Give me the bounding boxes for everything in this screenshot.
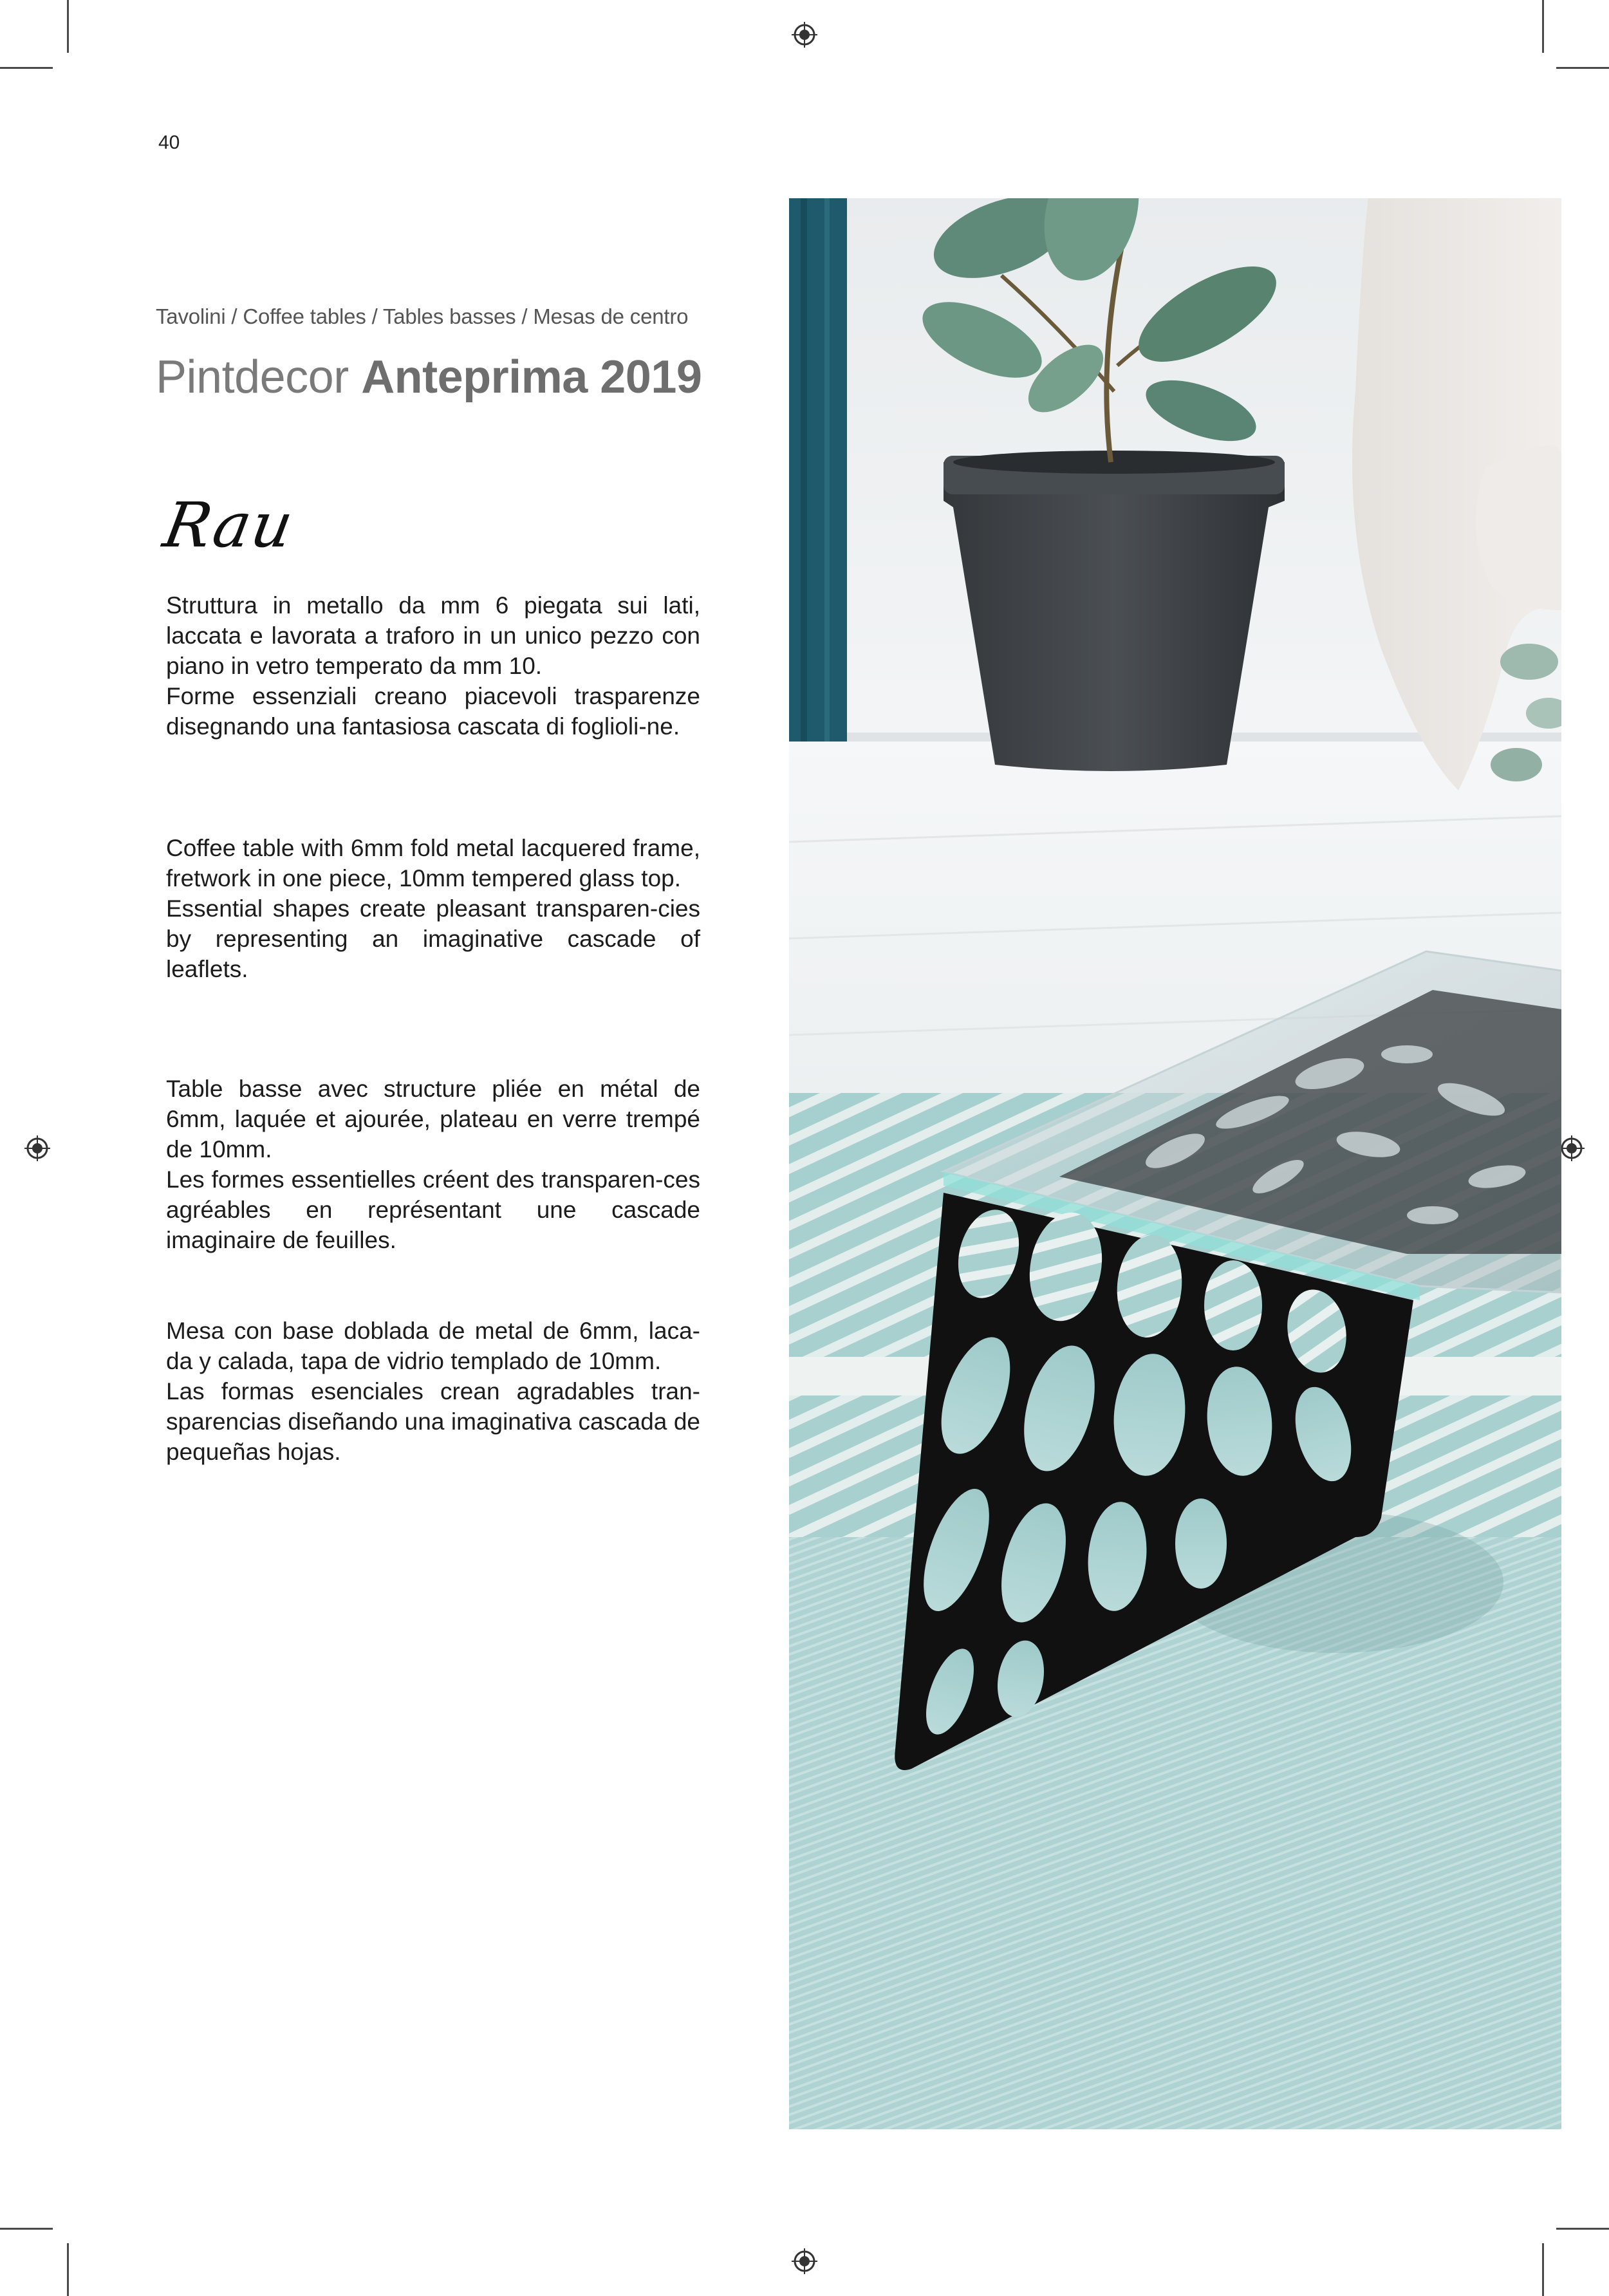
registration-mark-icon bbox=[792, 22, 817, 48]
registration-mark-icon bbox=[24, 1135, 50, 1161]
crop-mark-bottom-left-h bbox=[0, 2228, 53, 2230]
crop-mark-bottom-right-h bbox=[1556, 2228, 1609, 2230]
crop-mark-top-right-h bbox=[1556, 67, 1609, 69]
page-title bbox=[156, 351, 702, 404]
description-paragraph: Coffee table with 6mm fold metal lacquered frame, fretwork in one piece, 10mm tempered glass top. bbox=[166, 835, 700, 891]
description-french bbox=[166, 1074, 700, 1255]
collection-name: Anteprima 2019 bbox=[361, 351, 702, 403]
brand-name: Pintdecor bbox=[156, 351, 349, 403]
crop-mark-bottom-right-v bbox=[1542, 2243, 1544, 2296]
description-paragraph: Forme essenziali creano piacevoli trasparenze disegnando una fantasiosa cascata di foglioli-ne. bbox=[166, 683, 700, 740]
description-paragraph: Las formas esenciales crean agradables tran-sparencias diseñando una imaginativa cascada de pequeñas hojas. bbox=[166, 1378, 700, 1465]
description-paragraph: Les formes essentielles créent des transparen-ces agréables en représentant une cascade imaginaire de feuilles. bbox=[166, 1166, 700, 1253]
registration-mark-icon bbox=[1559, 1135, 1585, 1161]
registration-mark-icon bbox=[792, 2248, 817, 2274]
crop-mark-bottom-left-v bbox=[67, 2243, 69, 2296]
page-number: 40 bbox=[158, 132, 180, 153]
description-spanish bbox=[166, 1316, 700, 1467]
crop-mark-top-left-v bbox=[67, 0, 69, 53]
crop-mark-top-right-v bbox=[1542, 0, 1544, 53]
crop-mark-top-left-h bbox=[0, 67, 53, 69]
category-line: Tavolini / Coffee tables / Tables basses / Mesas de centro bbox=[156, 304, 689, 328]
product-photo-illustration bbox=[789, 198, 1561, 2129]
description-paragraph: Table basse avec structure pliée en métal de 6mm, laquée et ajourée, plateau en verre trempé de 10mm. bbox=[166, 1076, 700, 1162]
product-photo bbox=[789, 198, 1561, 2129]
product-name: Rau bbox=[158, 489, 300, 561]
description-paragraph: Struttura in metallo da mm 6 piegata sui lati, laccata e lavorata a traforo in un unico pezzo con piano in vetro temperato da mm 10. bbox=[166, 592, 700, 679]
description-english bbox=[166, 833, 700, 984]
description-paragraph: Essential shapes create pleasant transparen-cies by representing an imaginative cascade of leaflets. bbox=[166, 895, 700, 982]
description-italian bbox=[166, 590, 700, 742]
description-paragraph: Mesa con base doblada de metal de 6mm, laca-da y calada, tapa de vidrio templado de 10mm. bbox=[166, 1318, 700, 1374]
